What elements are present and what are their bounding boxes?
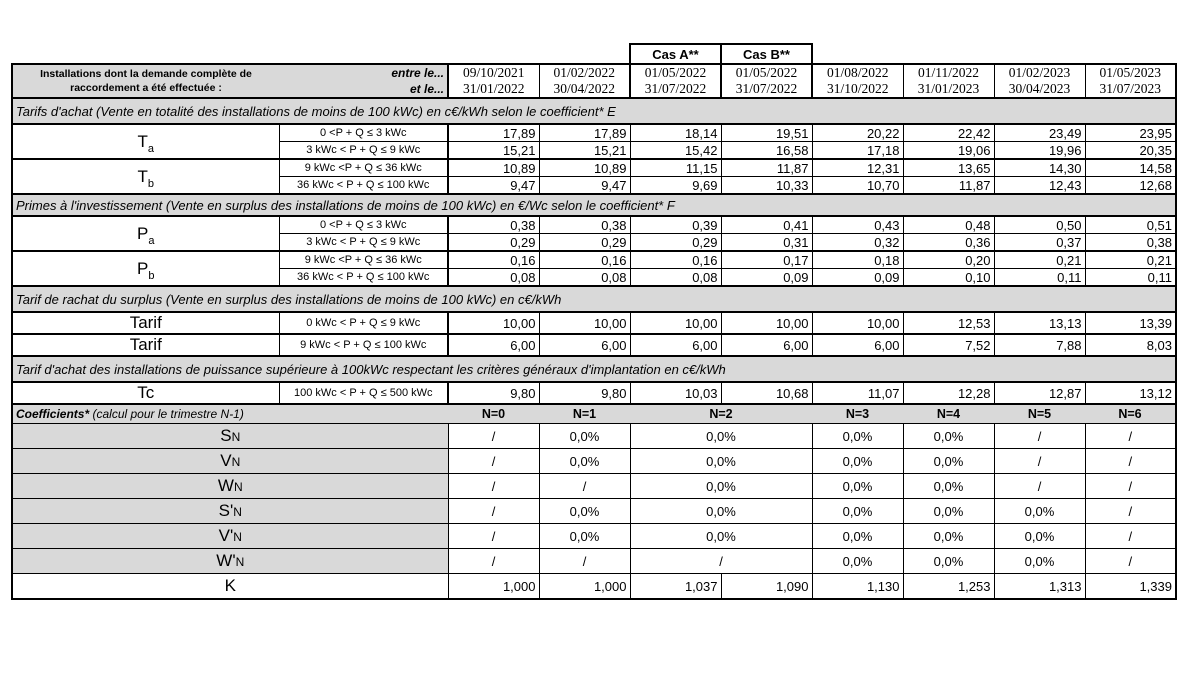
value-ta1-3: 18,14 bbox=[630, 124, 721, 142]
coefficients-note: (calcul pour le trimestre N-1) bbox=[92, 407, 244, 421]
coefficient-base: S bbox=[218, 501, 230, 520]
value-pa1-2: 0,38 bbox=[539, 216, 630, 234]
value-ta2-6: 19,06 bbox=[903, 142, 994, 160]
section-title-primes: Primes à l'investissement (Vente en surplus des installations de moins de 100 kWc) en €/Wc selon le coefficient* F bbox=[12, 194, 1176, 216]
value-pb1-5: 0,18 bbox=[812, 251, 903, 269]
coefficient-prime: ' bbox=[229, 501, 234, 520]
value-tb2-7: 12,43 bbox=[994, 177, 1085, 195]
data-row-tc bbox=[12, 382, 1176, 404]
cas-a-label: Cas A** bbox=[630, 44, 721, 64]
coefficient-label-1 bbox=[12, 449, 448, 474]
value-ta2-3: 15,42 bbox=[630, 142, 721, 160]
coefficient-value-4-4: 0,0% bbox=[903, 524, 994, 549]
coefficient-value-4-1: 0,0% bbox=[539, 524, 630, 549]
group-label-Pa bbox=[12, 216, 279, 251]
data-row-s1 bbox=[12, 312, 1176, 334]
coefficient-value-2-0: / bbox=[448, 474, 539, 499]
value-s1-3: 10,00 bbox=[630, 312, 721, 334]
coefficient-base: W bbox=[217, 476, 234, 495]
value-pb1-4: 0,17 bbox=[721, 251, 812, 269]
group-label-base: P bbox=[137, 258, 149, 278]
value-s2-4: 6,00 bbox=[721, 334, 812, 356]
value-s1-5: 10,00 bbox=[812, 312, 903, 334]
section-title-superieure: Tarif d'achat des installations de puissance supérieure à 100kWc respectant les critères généraux d'implantation en c€/kWh bbox=[12, 356, 1176, 382]
row-label-s1: Tarif bbox=[12, 312, 279, 334]
coefficient-row-0 bbox=[12, 424, 1176, 449]
coefficient-subscript: N bbox=[235, 555, 245, 569]
tariff-table bbox=[11, 43, 1177, 600]
coefficient-value-5-2: / bbox=[630, 549, 812, 574]
condition-s1: 0 kWc < P + Q ≤ 9 kWc bbox=[279, 312, 448, 334]
coefficient-k-value-6: 1,253 bbox=[903, 574, 994, 600]
coefficient-k-value-7: 1,313 bbox=[994, 574, 1085, 600]
coefficient-value-1-2: 0,0% bbox=[630, 449, 812, 474]
n-label-5: N=5 bbox=[994, 404, 1085, 424]
coefficient-k-value-4: 1,090 bbox=[721, 574, 812, 600]
coefficient-base: V bbox=[220, 451, 232, 470]
value-tb1-1: 10,89 bbox=[448, 159, 539, 177]
coefficient-value-4-2: 0,0% bbox=[630, 524, 812, 549]
condition-tb2: 36 kWc < P + Q ≤ 100 kWc bbox=[279, 177, 448, 195]
coefficient-value-3-4: 0,0% bbox=[903, 499, 994, 524]
value-ta1-8: 23,95 bbox=[1085, 124, 1176, 142]
value-pb1-6: 0,20 bbox=[903, 251, 994, 269]
coefficient-value-0-1: 0,0% bbox=[539, 424, 630, 449]
period-start-7: 01/02/2023 bbox=[994, 64, 1085, 81]
value-pb1-2: 0,16 bbox=[539, 251, 630, 269]
value-tb2-6: 11,87 bbox=[903, 177, 994, 195]
value-ta2-2: 15,21 bbox=[539, 142, 630, 160]
coefficient-label-4 bbox=[12, 524, 448, 549]
value-tb1-5: 12,31 bbox=[812, 159, 903, 177]
period-end-7: 30/04/2023 bbox=[994, 81, 1085, 98]
entre-le-label: entre le... bbox=[279, 64, 448, 81]
value-tc-5: 11,07 bbox=[812, 382, 903, 404]
value-s1-2: 10,00 bbox=[539, 312, 630, 334]
coefficient-base: W bbox=[216, 551, 233, 570]
period-start-6: 01/11/2022 bbox=[903, 64, 994, 81]
data-row-pb1 bbox=[12, 251, 1176, 269]
group-label-Ta bbox=[12, 124, 279, 159]
row-label-tc: Tc bbox=[12, 382, 279, 404]
value-pa2-7: 0,37 bbox=[994, 234, 1085, 252]
value-pa2-1: 0,29 bbox=[448, 234, 539, 252]
value-tc-2: 9,80 bbox=[539, 382, 630, 404]
coefficient-value-0-4: 0,0% bbox=[903, 424, 994, 449]
header-label-line2: raccordement a été effectuée : bbox=[70, 82, 222, 94]
data-row-s2 bbox=[12, 334, 1176, 356]
coefficient-value-2-2: 0,0% bbox=[630, 474, 812, 499]
value-s2-8: 8,03 bbox=[1085, 334, 1176, 356]
value-s2-6: 7,52 bbox=[903, 334, 994, 356]
cas-b-label: Cas B** bbox=[721, 44, 812, 64]
coefficient-value-1-0: / bbox=[448, 449, 539, 474]
coefficient-value-5-5: 0,0% bbox=[994, 549, 1085, 574]
period-start-1: 09/10/2021 bbox=[448, 64, 539, 81]
data-row-ta1 bbox=[12, 124, 1176, 142]
value-pb2-6: 0,10 bbox=[903, 269, 994, 287]
section-title-surplus: Tarif de rachat du surplus (Vente en surplus des installations de moins de 100 kWc) en c€/kWh bbox=[12, 286, 1176, 312]
value-tb2-4: 10,33 bbox=[721, 177, 812, 195]
value-pa2-5: 0,32 bbox=[812, 234, 903, 252]
group-label-sub: b bbox=[147, 177, 154, 190]
coefficient-value-3-3: 0,0% bbox=[812, 499, 903, 524]
n-label-0: N=0 bbox=[448, 404, 539, 424]
coefficient-value-2-1: / bbox=[539, 474, 630, 499]
value-tc-4: 10,68 bbox=[721, 382, 812, 404]
period-end-5: 31/10/2022 bbox=[812, 81, 903, 98]
group-label-Pb bbox=[12, 251, 279, 286]
coefficient-row-1 bbox=[12, 449, 1176, 474]
value-pa2-2: 0,29 bbox=[539, 234, 630, 252]
value-pb1-1: 0,16 bbox=[448, 251, 539, 269]
coefficient-label-0 bbox=[12, 424, 448, 449]
value-s1-8: 13,39 bbox=[1085, 312, 1176, 334]
value-pb2-1: 0,08 bbox=[448, 269, 539, 287]
value-pa1-8: 0,51 bbox=[1085, 216, 1176, 234]
coefficient-value-1-6: / bbox=[1085, 449, 1176, 474]
coefficient-k-value-8: 1,339 bbox=[1085, 574, 1176, 600]
value-ta2-5: 17,18 bbox=[812, 142, 903, 160]
value-pa1-4: 0,41 bbox=[721, 216, 812, 234]
group-label-sub: a bbox=[147, 142, 154, 155]
period-end-4: 31/07/2022 bbox=[721, 81, 812, 98]
coefficient-row-5 bbox=[12, 549, 1176, 574]
coefficient-k-value-2: 1,000 bbox=[539, 574, 630, 600]
coefficient-value-4-6: / bbox=[1085, 524, 1176, 549]
coefficient-value-0-6: / bbox=[1085, 424, 1176, 449]
value-pb2-3: 0,08 bbox=[630, 269, 721, 287]
n-label-4: N=4 bbox=[903, 404, 994, 424]
value-ta1-1: 17,89 bbox=[448, 124, 539, 142]
coefficient-value-5-0: / bbox=[448, 549, 539, 574]
value-pa1-5: 0,43 bbox=[812, 216, 903, 234]
condition-pa1: 0 <P + Q ≤ 3 kWc bbox=[279, 216, 448, 234]
value-tc-7: 12,87 bbox=[994, 382, 1085, 404]
coefficient-value-5-4: 0,0% bbox=[903, 549, 994, 574]
row-label-s2: Tarif bbox=[12, 334, 279, 356]
coefficient-value-1-5: / bbox=[994, 449, 1085, 474]
section-row-surplus bbox=[12, 286, 1176, 312]
value-s1-4: 10,00 bbox=[721, 312, 812, 334]
value-s1-1: 10,00 bbox=[448, 312, 539, 334]
value-s2-7: 7,88 bbox=[994, 334, 1085, 356]
period-end-8: 31/07/2023 bbox=[1085, 81, 1176, 98]
value-pb1-8: 0,21 bbox=[1085, 251, 1176, 269]
value-ta2-4: 16,58 bbox=[721, 142, 812, 160]
value-tb2-2: 9,47 bbox=[539, 177, 630, 195]
coefficients-title bbox=[12, 404, 448, 424]
coefficient-subscript: N bbox=[233, 530, 242, 544]
coefficient-value-3-5: 0,0% bbox=[994, 499, 1085, 524]
value-pb2-5: 0,09 bbox=[812, 269, 903, 287]
value-tb2-8: 12,68 bbox=[1085, 177, 1176, 195]
condition-tc: 100 kWc < P + Q ≤ 500 kWc bbox=[279, 382, 448, 404]
period-start-8: 01/05/2023 bbox=[1085, 64, 1176, 81]
coefficient-label-3 bbox=[12, 499, 448, 524]
coefficient-k-row bbox=[12, 574, 1176, 600]
group-label-base: P bbox=[137, 223, 149, 243]
condition-ta2: 3 kWc < P + Q ≤ 9 kWc bbox=[279, 142, 448, 160]
value-ta1-5: 20,22 bbox=[812, 124, 903, 142]
coefficient-value-3-1: 0,0% bbox=[539, 499, 630, 524]
group-label-Tb bbox=[12, 159, 279, 194]
et-le-label: et le... bbox=[279, 81, 448, 98]
period-end-1: 31/01/2022 bbox=[448, 81, 539, 98]
coefficient-subscript: N bbox=[233, 480, 243, 494]
cas-header-row bbox=[12, 44, 1176, 64]
value-tb1-4: 11,87 bbox=[721, 159, 812, 177]
coefficient-prime: ' bbox=[229, 526, 234, 545]
coefficient-subscript: N bbox=[233, 505, 242, 519]
value-ta1-7: 23,49 bbox=[994, 124, 1085, 142]
value-s1-7: 13,13 bbox=[994, 312, 1085, 334]
value-pa1-6: 0,48 bbox=[903, 216, 994, 234]
data-row-pa1 bbox=[12, 216, 1176, 234]
period-start-2: 01/02/2022 bbox=[539, 64, 630, 81]
condition-pa2: 3 kWc < P + Q ≤ 9 kWc bbox=[279, 234, 448, 252]
value-ta2-1: 15,21 bbox=[448, 142, 539, 160]
condition-tb1: 9 kWc <P + Q ≤ 36 kWc bbox=[279, 159, 448, 177]
period-start-5: 01/08/2022 bbox=[812, 64, 903, 81]
coefficient-value-1-4: 0,0% bbox=[903, 449, 994, 474]
coefficient-subscript: N bbox=[231, 455, 241, 469]
value-ta1-4: 19,51 bbox=[721, 124, 812, 142]
value-pa1-3: 0,39 bbox=[630, 216, 721, 234]
coefficient-value-4-5: 0,0% bbox=[994, 524, 1085, 549]
value-tb1-3: 11,15 bbox=[630, 159, 721, 177]
n-label-3: N=3 bbox=[812, 404, 903, 424]
section-row-superieure bbox=[12, 356, 1176, 382]
coefficient-value-0-3: 0,0% bbox=[812, 424, 903, 449]
coefficient-value-3-6: / bbox=[1085, 499, 1176, 524]
period-end-6: 31/01/2023 bbox=[903, 81, 994, 98]
coefficient-k-label: K bbox=[12, 574, 448, 600]
coefficients-header-row bbox=[12, 404, 1176, 424]
value-pa1-7: 0,50 bbox=[994, 216, 1085, 234]
tariff-table-body bbox=[12, 44, 1176, 599]
coefficient-value-0-2: 0,0% bbox=[630, 424, 812, 449]
value-pa2-6: 0,36 bbox=[903, 234, 994, 252]
data-row-tb1 bbox=[12, 159, 1176, 177]
coefficient-k-value-5: 1,130 bbox=[812, 574, 903, 600]
value-ta1-2: 17,89 bbox=[539, 124, 630, 142]
header-label bbox=[12, 64, 279, 98]
coefficient-value-2-3: 0,0% bbox=[812, 474, 903, 499]
coefficient-value-2-6: / bbox=[1085, 474, 1176, 499]
group-label-sub: a bbox=[148, 234, 155, 247]
coefficient-row-2 bbox=[12, 474, 1176, 499]
value-s2-3: 6,00 bbox=[630, 334, 721, 356]
coefficient-value-5-3: 0,0% bbox=[812, 549, 903, 574]
value-pb2-4: 0,09 bbox=[721, 269, 812, 287]
value-tc-1: 9,80 bbox=[448, 382, 539, 404]
n-label-1: N=1 bbox=[539, 404, 630, 424]
n-label-2: N=2 bbox=[630, 404, 812, 424]
coefficient-value-0-0: / bbox=[448, 424, 539, 449]
period-start-3: 01/05/2022 bbox=[630, 64, 721, 81]
value-s2-5: 6,00 bbox=[812, 334, 903, 356]
value-pb2-7: 0,11 bbox=[994, 269, 1085, 287]
coefficient-label-2 bbox=[12, 474, 448, 499]
coefficient-value-2-4: 0,0% bbox=[903, 474, 994, 499]
coefficient-base: V bbox=[218, 526, 230, 545]
coefficient-k-value-1: 1,000 bbox=[448, 574, 539, 600]
section-title-tarifs: Tarifs d'achat (Vente en totalité des installations de moins de 100 kWc) en c€/kWh selon le coefficient* E bbox=[12, 98, 1176, 124]
group-label-base: T bbox=[137, 166, 148, 186]
value-pa2-4: 0,31 bbox=[721, 234, 812, 252]
value-ta1-6: 22,42 bbox=[903, 124, 994, 142]
coefficient-base: S bbox=[220, 426, 232, 445]
value-s2-2: 6,00 bbox=[539, 334, 630, 356]
condition-pb1: 9 kWc <P + Q ≤ 36 kWc bbox=[279, 251, 448, 269]
value-tc-3: 10,03 bbox=[630, 382, 721, 404]
value-tc-8: 13,12 bbox=[1085, 382, 1176, 404]
value-tb1-7: 14,30 bbox=[994, 159, 1085, 177]
value-tb1-8: 14,58 bbox=[1085, 159, 1176, 177]
coefficient-value-1-1: 0,0% bbox=[539, 449, 630, 474]
header-label-line1: Installations dont la demande complète de bbox=[40, 68, 252, 80]
coefficient-value-1-3: 0,0% bbox=[812, 449, 903, 474]
coefficient-value-5-6: / bbox=[1085, 549, 1176, 574]
section-row-tarifs bbox=[12, 98, 1176, 124]
value-pb2-2: 0,08 bbox=[539, 269, 630, 287]
value-tb2-1: 9,47 bbox=[448, 177, 539, 195]
value-ta2-8: 20,35 bbox=[1085, 142, 1176, 160]
coefficient-subscript: N bbox=[231, 430, 241, 444]
period-end-2: 30/04/2022 bbox=[539, 81, 630, 98]
coefficient-value-2-5: / bbox=[994, 474, 1085, 499]
value-tc-6: 12,28 bbox=[903, 382, 994, 404]
coefficient-k-value-3: 1,037 bbox=[630, 574, 721, 600]
value-pb2-8: 0,11 bbox=[1085, 269, 1176, 287]
coefficient-value-4-0: / bbox=[448, 524, 539, 549]
section-row-primes bbox=[12, 194, 1176, 216]
value-pb1-3: 0,16 bbox=[630, 251, 721, 269]
value-pa1-1: 0,38 bbox=[448, 216, 539, 234]
coefficient-row-3 bbox=[12, 499, 1176, 524]
coefficient-value-3-0: / bbox=[448, 499, 539, 524]
condition-s2: 9 kWc < P + Q ≤ 100 kWc bbox=[279, 334, 448, 356]
tariff-table-wrapper bbox=[11, 43, 1177, 600]
group-label-base: T bbox=[137, 131, 148, 151]
value-s2-1: 6,00 bbox=[448, 334, 539, 356]
value-pa2-3: 0,29 bbox=[630, 234, 721, 252]
condition-ta1: 0 <P + Q ≤ 3 kWc bbox=[279, 124, 448, 142]
coefficient-value-0-5: / bbox=[994, 424, 1085, 449]
coefficient-value-4-3: 0,0% bbox=[812, 524, 903, 549]
condition-pb2: 36 kWc < P + Q ≤ 100 kWc bbox=[279, 269, 448, 287]
value-pb1-7: 0,21 bbox=[994, 251, 1085, 269]
value-ta2-7: 19,96 bbox=[994, 142, 1085, 160]
date-header-row-start bbox=[12, 64, 1176, 81]
value-tb1-6: 13,65 bbox=[903, 159, 994, 177]
value-pa2-8: 0,38 bbox=[1085, 234, 1176, 252]
coefficients-title-text: Coefficients* bbox=[16, 407, 90, 421]
coefficient-prime: ' bbox=[232, 551, 236, 570]
value-tb2-5: 10,70 bbox=[812, 177, 903, 195]
coefficient-label-5 bbox=[12, 549, 448, 574]
coefficient-value-5-1: / bbox=[539, 549, 630, 574]
period-end-3: 31/07/2022 bbox=[630, 81, 721, 98]
value-tb2-3: 9,69 bbox=[630, 177, 721, 195]
period-start-4: 01/05/2022 bbox=[721, 64, 812, 81]
coefficient-value-3-2: 0,0% bbox=[630, 499, 812, 524]
coefficient-row-4 bbox=[12, 524, 1176, 549]
value-tb1-2: 10,89 bbox=[539, 159, 630, 177]
group-label-sub: b bbox=[148, 269, 155, 282]
value-s1-6: 12,53 bbox=[903, 312, 994, 334]
n-label-6: N=6 bbox=[1085, 404, 1176, 424]
